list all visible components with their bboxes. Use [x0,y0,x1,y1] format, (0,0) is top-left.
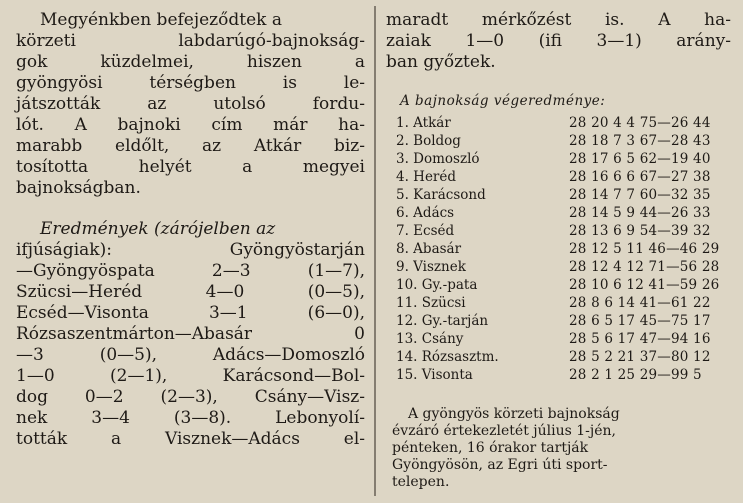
results-line: dog 0—2 (2—3), Csány—Visz- [16,387,365,407]
article-line: Megyénkben befejeződtek a [40,10,282,30]
results-line: Ecséd—Visonta 3—1 (6—0), [16,303,365,323]
standings-row [396,350,732,365]
team-name: 2. Boldog [396,133,461,149]
team-name: 12. Gy.-tarján [396,313,489,329]
team-stats: 28 12 4 12 71—56 28 [569,259,720,275]
standings-title: A bajnokság végeredménye: [400,93,606,109]
team-name: 8. Abasár [396,241,462,257]
standings-row [396,188,732,203]
team-stats: 28 13 6 9 54—39 32 [569,223,711,239]
team-name: 15. Visonta [396,367,473,383]
article-line: marabb eldőlt, az Atkár biz- [16,136,365,156]
standings-row [396,332,732,347]
team-name: 13. Csány [396,331,464,347]
standings-row [396,278,732,293]
team-name: 10. Gy.-pata [396,277,478,293]
results-line: tották a Visznek—Adács el- [16,429,365,449]
team-stats: 28 5 2 21 37—80 12 [569,349,711,365]
column-divider [374,6,376,496]
standings-row [396,260,732,275]
standings-row [396,314,732,329]
standings-row [396,134,732,149]
closing-line: telepen. [392,474,450,490]
standings-row [396,224,732,239]
team-stats: 28 2 1 25 29—99 5 [569,367,702,383]
standings-row [396,242,732,257]
team-name: 11. Szücsi [396,295,466,311]
team-name: 9. Visznek [396,259,466,275]
results-line: —Gyöngyöspata 2—3 (1—7), [16,261,365,281]
team-name: 7. Ecséd [396,223,455,239]
results-heading: Eredmények (zárójelben az [40,219,276,239]
results-line: Rózsaszentmárton—Abasár 0 [16,324,365,344]
team-stats: 28 14 5 9 44—26 33 [569,205,711,221]
article-line: tosította helyét a megyei [16,157,365,177]
team-name: 1. Atkár [396,115,451,131]
team-stats: 28 10 6 12 41—59 26 [569,277,720,293]
closing-line: A gyöngyös körzeti bajnokság [408,406,620,422]
team-stats: 28 12 5 11 46—46 29 [569,241,720,257]
team-stats: 28 8 6 14 41—61 22 [569,295,711,311]
standings-row [396,116,732,131]
article-line: gyöngyösi térségben is le- [16,73,365,93]
team-stats: 28 16 6 6 67—27 38 [569,169,711,185]
team-stats: 28 14 7 7 60—32 35 [569,187,711,203]
results-line: nek 3—4 (3—8). Lebonyolí- [16,408,365,428]
article-line: ban győztek. [386,52,496,72]
results-line: Szücsi—Heréd 4—0 (0—5), [16,282,365,302]
team-name: 4. Heréd [396,169,457,185]
article-line: körzeti labdarúgó-bajnokság- [16,31,365,51]
results-line: —3 (0—5), Adács—Domoszló [16,345,365,365]
team-name: 6. Adács [396,205,455,221]
results-line: ifjúságiak): Gyöngyöstarján [16,240,365,260]
article-line: bajnokságban. [16,178,141,198]
standings-row [396,368,732,383]
standings-row [396,170,732,185]
article-line: gok küzdelmei, hiszen a [16,52,365,72]
team-name: 3. Domoszló [396,151,480,167]
team-name: 5. Karácsond [396,187,486,203]
team-stats: 28 17 6 5 62—19 40 [569,151,711,167]
standings-row [396,152,732,167]
article-line: lót. A bajnoki cím már ha- [16,115,365,135]
article-line: játszották az utolsó fordu- [16,94,365,114]
team-name: 14. Rózsasztm. [396,349,499,365]
closing-line: Gyöngyösön, az Egri úti sport- [392,457,608,473]
standings-row [396,296,732,311]
team-stats: 28 6 5 17 45—75 17 [569,313,711,329]
closing-line: pénteken, 16 órakor tartják [392,440,589,456]
right-column [382,0,737,503]
article-line: zaiak 1—0 (ifi 3—1) arány- [386,31,731,51]
team-stats: 28 5 6 17 47—94 16 [569,331,711,347]
results-line: 1—0 (2—1), Karácsond—Bol- [16,366,365,386]
team-stats: 28 18 7 3 67—28 43 [569,133,711,149]
standings-row [396,206,732,221]
article-line: maradt mérkőzést is. A ha- [386,10,731,30]
closing-line: évzáró értekezletét július 1-jén, [392,423,616,439]
team-stats: 28 20 4 4 75—26 44 [569,115,711,131]
